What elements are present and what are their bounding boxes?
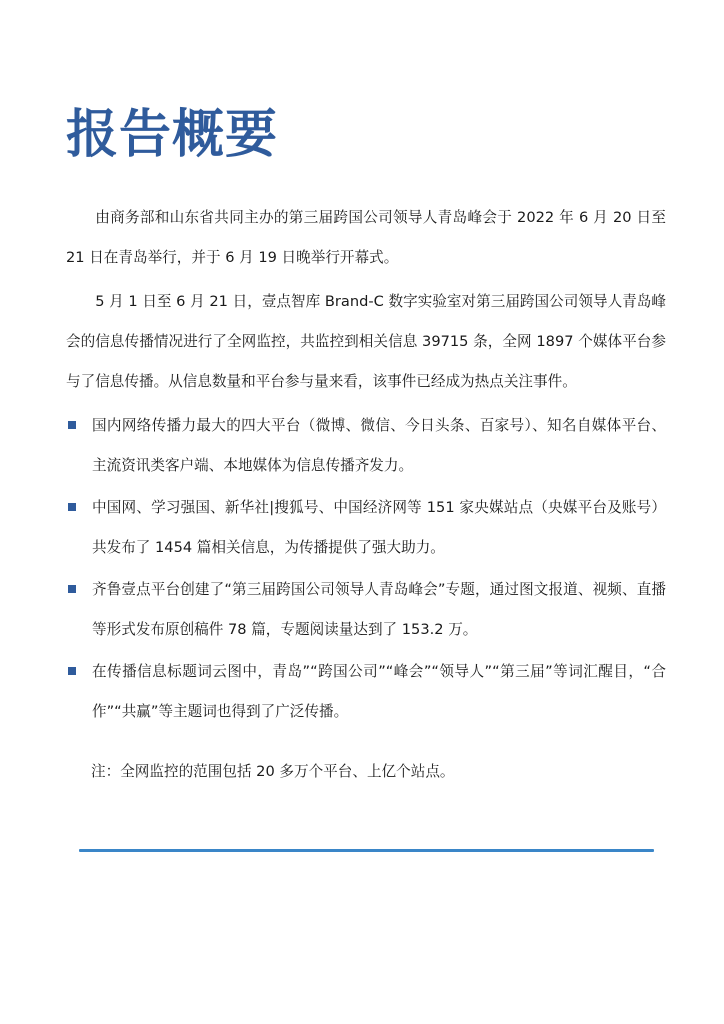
key-findings-list — [66, 406, 666, 734]
square-bullet-icon — [68, 503, 76, 511]
intro-paragraph: 由商务部和山东省共同主办的第三届跨国公司领导人青岛峰会于 2022 年 6 月 20 日至 21 日在青岛举行，并于 6 月 19 日晚举行开幕式。 — [66, 209, 666, 266]
list-item-text: 中国网、学习强国、新华社|搜狐号、中国经济网等 151 家央媒站点（央媒平台及账号）共发布了 1454 篇相关信息，为传播提供了强大助力。 — [92, 499, 666, 556]
list-item-text: 齐鲁壹点平台创建了“第三届跨国公司领导人青岛峰会”专题，通过图文报道、视频、直播等形式发布原创稿件 78 篇，专题阅读量达到了 153.2 万。 — [92, 581, 666, 638]
footnote: 注：全网监控的范围包括 20 多万个平台、上亿个站点。 — [91, 763, 455, 780]
square-bullet-icon — [68, 585, 76, 593]
page-title: 报告概要 — [66, 105, 279, 165]
square-bullet-icon — [68, 667, 76, 675]
list-item-text: 国内网络传播力最大的四大平台（微博、微信、今日头条、百家号）、知名自媒体平台、主流资讯类客户端、本地媒体为信息传播齐发力。 — [92, 417, 666, 474]
list-item-text: 在传播信息标题词云图中，青岛”“跨国公司”“峰会”“领导人”“第三届”等词汇醒目，“合作”“共赢”等主题词也得到了广泛传播。 — [92, 663, 666, 720]
list-item — [66, 406, 666, 486]
divider-line — [79, 849, 654, 852]
monitoring-paragraph: 5 月 1 日至 6 月 21 日，壹点智库 Brand-C 数字实验室对第三届跨国公司领导人青岛峰会的信息传播情况进行了全网监控，共监控到相关信息 39715 条，全网 1897 个媒体平台参与了信息传播。从信息数量和平台参与量来看，该事件已经成为热点关注事件。 — [66, 293, 666, 390]
list-item — [66, 488, 666, 568]
list-item — [66, 652, 666, 732]
square-bullet-icon — [68, 421, 76, 429]
list-item — [66, 570, 666, 650]
